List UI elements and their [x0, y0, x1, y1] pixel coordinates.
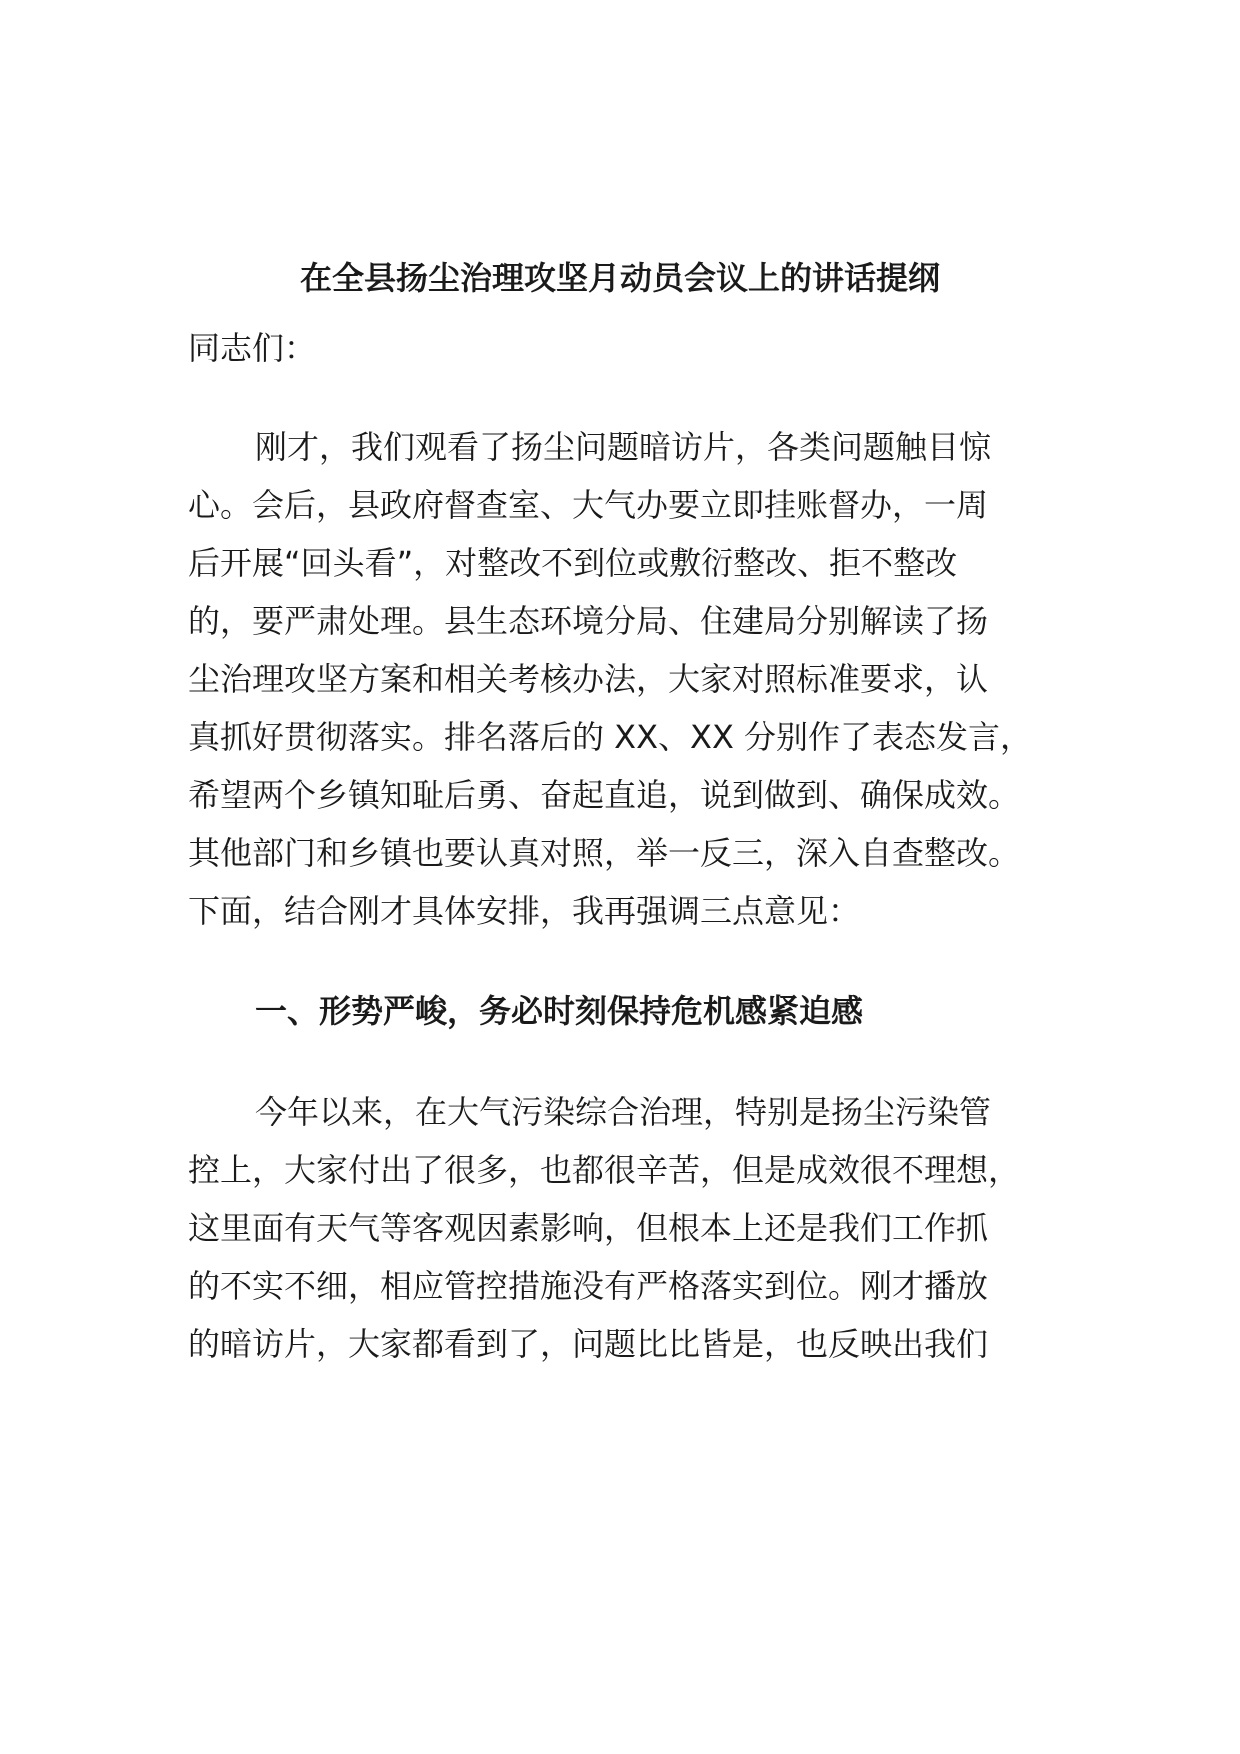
paragraph-line: 刚才，我们观看了扬尘问题暗访片，各类问题触目惊 [255, 428, 992, 466]
paragraph-line: 这里面有天气等客观因素影响，但根本上还是我们工作抓 [188, 1209, 989, 1247]
salutation: 同志们： [188, 329, 317, 367]
paragraph-line: 真抓好贯彻落实。排名落后的 XX、XX 分别作了表态发言， [188, 718, 1033, 756]
paragraph-line: 的暗访片，大家都看到了，问题比比皆是，也反映出我们 [188, 1325, 989, 1363]
paragraph-line: 尘治理攻坚方案和相关考核办法，大家对照标准要求，认 [188, 660, 989, 698]
paragraph-line: 下面，结合刚才具体安排，我再强调三点意见： [188, 892, 861, 930]
paragraph-line: 的，要严肃处理。县生态环境分局、住建局分别解读了扬 [188, 602, 989, 640]
paragraph-line: 后开展“回头看”，对整改不到位或敷衍整改、拒不整改 [188, 544, 958, 582]
document-title: 在全县扬尘治理攻坚月动员会议上的讲话提纲 [299, 259, 940, 297]
paragraph-line: 其他部门和乡镇也要认真对照，举一反三，深入自查整改。 [188, 834, 1021, 872]
paragraph-line: 控上，大家付出了很多，也都很辛苦，但是成效很不理想， [188, 1151, 1021, 1189]
paragraph-line: 希望两个乡镇知耻后勇、奋起直追，说到做到、确保成效。 [188, 776, 1021, 814]
paragraph-line: 今年以来，在大气污染综合治理，特别是扬尘污染管 [255, 1093, 992, 1131]
paragraph-line: 心。会后，县政府督查室、大气办要立即挂账督办，一周 [188, 486, 989, 524]
paragraph-line: 的不实不细，相应管控措施没有严格落实到位。刚才播放 [188, 1267, 989, 1305]
section-heading: 一、形势严峻，务必时刻保持危机感紧迫感 [255, 992, 864, 1030]
